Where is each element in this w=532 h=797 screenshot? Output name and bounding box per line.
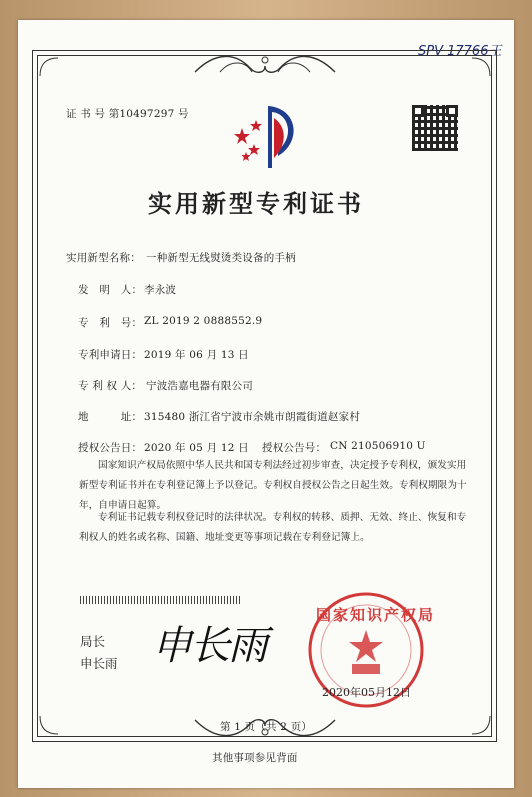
director-signature: 申长雨 [152, 623, 266, 669]
statement-line-3: 年，自申请日起算。 [79, 500, 167, 511]
corner-ornament-br [468, 712, 492, 736]
grant-number-value: CN 210506910 U [330, 440, 426, 452]
director-name: 申长雨 [80, 656, 118, 671]
statement-line-1: 国家知识产权局依照中华人民共和国专利法经过初步审查，决定授予专利权，颁发实用 [98, 460, 467, 471]
filing-date-value: 2019 年 06 月 13 日 [144, 349, 249, 361]
corner-ornament-tl [38, 56, 62, 80]
top-ornament [190, 50, 340, 80]
inventor-label: 发 明 人： [78, 284, 143, 296]
utility-model-name-label: 实用新型名称： [66, 252, 141, 264]
inventor-value: 李永波 [144, 284, 177, 296]
patent-holder-value: 宁波浩嘉电器有限公司 [146, 380, 253, 392]
grant-number-label: 授权公告号： [262, 442, 327, 454]
patent-number-value: ZL 2019 2 0888552.9 [144, 315, 263, 327]
address-value: 315480 浙江省宁波市余姚市朗霞街道赵家村 [144, 411, 361, 423]
handwritten-note: SPV 17766王 [418, 44, 502, 59]
corner-ornament-tr [468, 56, 492, 80]
director-title: 局长 [80, 634, 106, 649]
legal-note-line-2: 利权人的姓名或名称、国籍、地址变更等事项记载在专利登记簿上。 [79, 532, 370, 543]
grant-date-label: 授权公告日： [78, 442, 143, 454]
legal-note-line-1: 专利证书记载专利权登记时的法律状况。专利权的转移、质押、无效、终止、恢复和专 [98, 512, 467, 523]
statement-line-2: 新型专利证书并在专利登记簿上予以登记。专利权自授权公告之日起生效。专利权期限为十 [79, 480, 467, 491]
certificate-number: 证 书 号 第10497297 号 [66, 108, 189, 120]
filing-date-label: 专利申请日： [78, 349, 143, 361]
certificate-title: 实用新型专利证书 [148, 190, 364, 218]
corner-ornament-bl [38, 712, 62, 736]
patent-number-label: 专 利 号： [78, 317, 143, 329]
footer-note: 其他事项参见背面 [212, 752, 298, 764]
page-indicator: 第 1 页（共 2 页） [220, 721, 313, 733]
patent-holder-label: 专 利 权 人： [78, 380, 143, 392]
address-label: 地 址： [78, 411, 143, 423]
qr-code [412, 105, 458, 151]
grant-date-value: 2020 年 05 月 12 日 [144, 442, 249, 454]
seal-date: 2020年05月12日 [322, 686, 411, 699]
seal-text: 国家知识产权局 [316, 606, 436, 624]
microprint-line [80, 596, 240, 604]
cnipa-logo-icon [228, 98, 304, 174]
utility-model-name-value: 一种新型无线熨烫类设备的手柄 [146, 252, 296, 264]
